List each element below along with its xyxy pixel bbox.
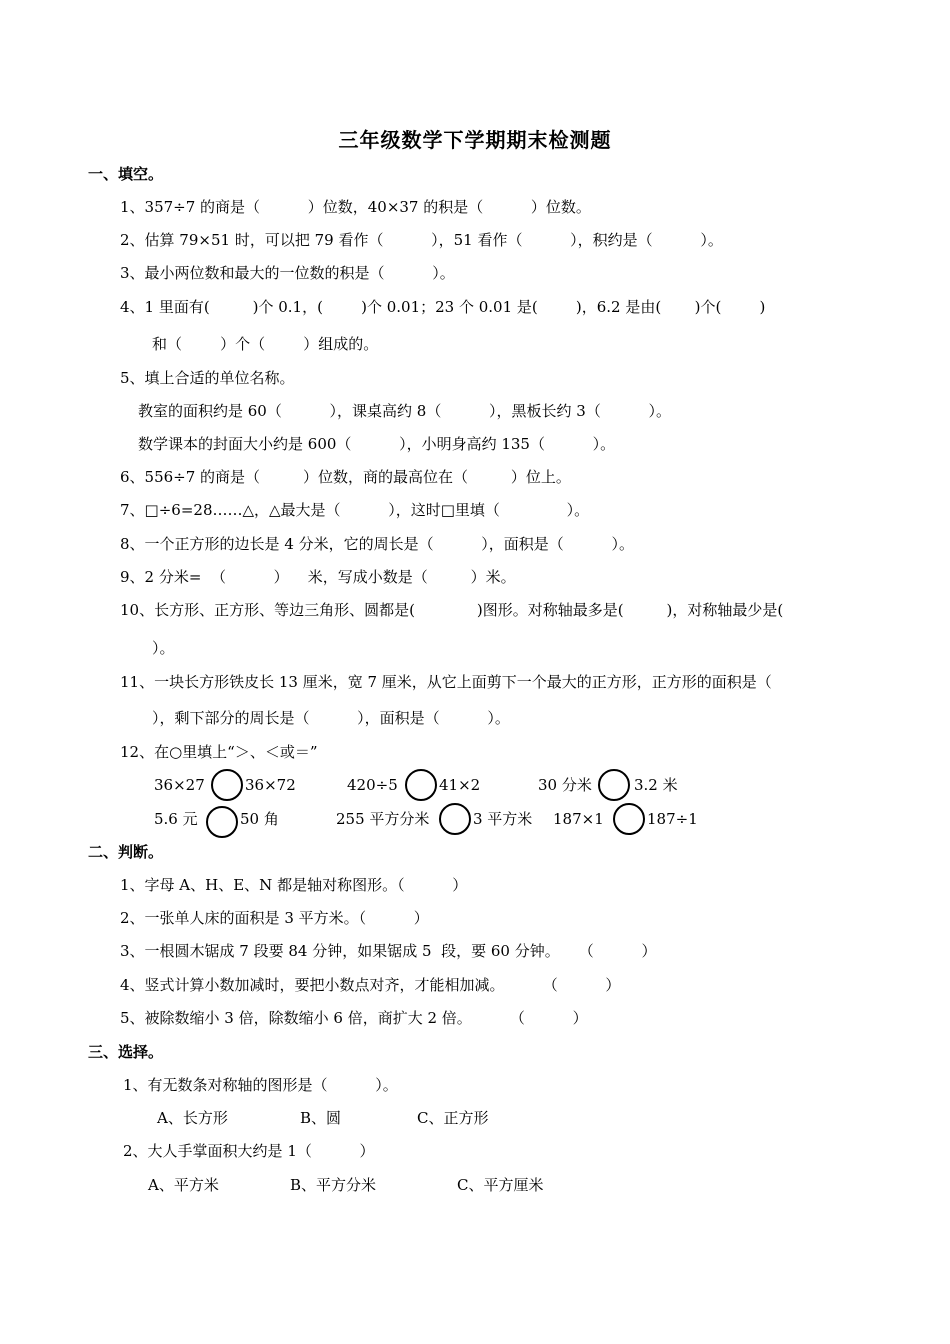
- compare-b-left: 420÷5: [347, 776, 398, 794]
- choose-q1: 1、有无数条对称轴的图形是（ ）。: [123, 1076, 398, 1094]
- compare-circle: [598, 769, 630, 801]
- choose-q1-option-c: C、正方形: [417, 1109, 489, 1127]
- fill-q2: 2、估算 79×51 时，可以把 79 看作（ ），51 看作（ ），积约是（ ）。: [120, 231, 723, 249]
- choose-q2-option-a: A、平方米: [148, 1176, 219, 1194]
- judge-q5: 5、被除数缩小 3 倍，除数缩小 6 倍，商扩大 2 倍。 （ ）: [120, 1009, 588, 1027]
- choose-q1-option-b: B、圆: [300, 1109, 342, 1127]
- fill-q9: 9、2 分米= （ ） 米，写成小数是（ ）米。: [120, 568, 516, 586]
- compare-f-right: 187÷1: [647, 810, 698, 828]
- fill-q5: 5、填上合适的单位名称。: [120, 369, 295, 387]
- compare-d-left: 5.6 元: [154, 810, 198, 828]
- page-title: 三年级数学下学期期末检测题: [338, 128, 612, 152]
- fill-q6: 6、556÷7 的商是（ ）位数，商的最高位在（ ）位上。: [120, 468, 571, 486]
- compare-f-left: 187×1: [553, 810, 604, 828]
- compare-e-left: 255 平方分米: [336, 810, 430, 828]
- compare-circle: [613, 803, 645, 835]
- fill-q5-line1: 教室的面积约是 60（ ），课桌高约 8（ ），黑板长约 3（ ）。: [138, 402, 672, 420]
- choose-q1-option-a: A、长方形: [157, 1109, 228, 1127]
- section-choose-heading: 三、选择。: [88, 1043, 164, 1061]
- judge-q1: 1、字母 A、H、E、N 都是轴对称图形。（ ）: [120, 876, 468, 894]
- fill-q10-line2: ）。: [152, 639, 175, 657]
- fill-q4-line2: 和（ ）个（ ）组成的。: [152, 335, 379, 353]
- fill-q8: 8、一个正方形的边长是 4 分米，它的周长是（ ），面积是（ ）。: [120, 535, 634, 553]
- fill-q7: 7、□÷6=28……△，△最大是（ ），这时□里填（ ）。: [120, 501, 590, 519]
- fill-q5-line2: 数学课本的封面大小约是 600（ ），小明身高约 135（ ）。: [138, 435, 616, 453]
- compare-a-right: 36×72: [245, 776, 296, 794]
- judge-q3: 3、一根圆木锯成 7 段要 84 分钟，如果锯成 5 段，要 60 分钟。 （ ）: [120, 942, 657, 960]
- compare-circle: [439, 803, 471, 835]
- section-judge-heading: 二、判断。: [88, 843, 164, 861]
- fill-q10-line1: 10、长方形、正方形、等边三角形、圆都是( )图形。对称轴最多是( )，对称轴最少是(: [120, 601, 784, 619]
- compare-c-left: 30 分米: [538, 776, 592, 794]
- judge-q4: 4、竖式计算小数加减时，要把小数点对齐，才能相加减。 （ ）: [120, 976, 621, 994]
- compare-d-right: 50 角: [240, 810, 279, 828]
- fill-q4-line1: 4、1 里面有( )个 0.1，( )个 0.01；23 个 0.01 是( )，6.2 是由( )个( ): [120, 298, 766, 316]
- compare-circle: [206, 806, 238, 838]
- fill-q1: 1、357÷7 的商是（ ）位数，40×37 的积是（ ）位数。: [120, 198, 591, 216]
- compare-c-right: 3.2 米: [634, 776, 678, 794]
- judge-q2: 2、一张单人床的面积是 3 平方米。（ ）: [120, 909, 429, 927]
- compare-circle: [211, 769, 243, 801]
- compare-a-left: 36×27: [154, 776, 205, 794]
- compare-circle: [405, 769, 437, 801]
- compare-b-right: 41×2: [439, 776, 481, 794]
- fill-q12: 12、在○里填上“＞、＜或＝”: [120, 743, 318, 761]
- choose-q2-option-c: C、平方厘米: [457, 1176, 544, 1194]
- fill-q3: 3、最小两位数和最大的一位数的积是（ ）。: [120, 264, 455, 282]
- fill-q11-line1: 11、一块长方形铁皮长 13 厘米，宽 7 厘米，从它上面剪下一个最大的正方形，正方形的面积是（: [120, 673, 772, 691]
- section-fill-heading: 一、填空。: [88, 165, 164, 183]
- choose-q2: 2、大人手掌面积大约是 1（ ）: [123, 1142, 375, 1160]
- fill-q11-line2: ），剩下部分的周长是（ ），面积是（ ）。: [152, 709, 510, 727]
- compare-e-right: 3 平方米: [473, 810, 533, 828]
- choose-q2-option-b: B、平方分米: [290, 1176, 377, 1194]
